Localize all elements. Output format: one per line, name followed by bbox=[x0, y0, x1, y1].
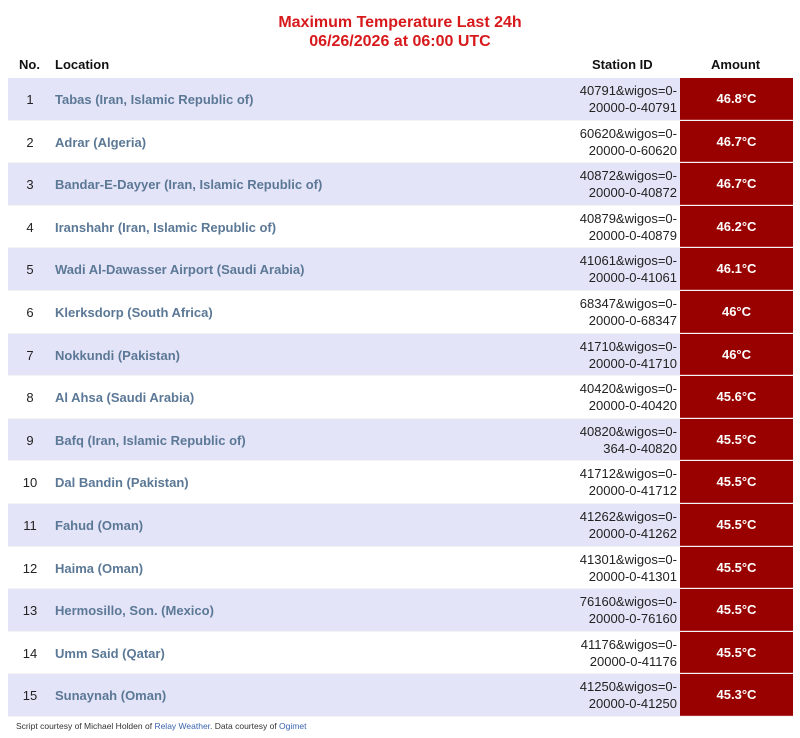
station-id bbox=[564, 551, 677, 585]
amount-cell: 46°C bbox=[680, 334, 793, 376]
amount-cell: 45.5°C bbox=[680, 504, 793, 546]
location-link[interactable]: Iranshahr (Iran, Islamic Republic of) bbox=[55, 219, 277, 235]
table-row bbox=[8, 419, 793, 462]
station-id bbox=[564, 252, 677, 286]
footer-middle: . Data courtesy of bbox=[210, 721, 280, 731]
location-link[interactable]: Klerksdorp (South Africa) bbox=[55, 304, 213, 320]
amount-cell: 46.1°C bbox=[680, 248, 793, 290]
station-id-line-1: 40872&wigos=0- bbox=[579, 168, 677, 184]
table-row bbox=[8, 461, 793, 504]
header-no: No. bbox=[19, 57, 40, 72]
amount-cell: 46.2°C bbox=[680, 206, 793, 248]
station-id bbox=[564, 636, 677, 670]
amount-cell: 46.7°C bbox=[680, 121, 793, 163]
location-link[interactable]: Sunaynah (Oman) bbox=[55, 688, 167, 704]
location-link[interactable]: Umm Said (Qatar) bbox=[55, 645, 165, 661]
station-id-line-1: 76160&wigos=0- bbox=[579, 594, 677, 610]
page-title bbox=[0, 13, 800, 51]
station-id-line-1: 41712&wigos=0- bbox=[579, 466, 677, 482]
amount-cell: 46.8°C bbox=[680, 78, 793, 120]
row-number: 8 bbox=[26, 390, 34, 406]
station-id bbox=[564, 508, 677, 542]
amount-cell: 46.7°C bbox=[680, 163, 793, 205]
footer-credits bbox=[16, 721, 306, 731]
title-line-1: Maximum Temperature Last 24h bbox=[278, 14, 522, 31]
station-id bbox=[564, 82, 677, 116]
table-row bbox=[8, 589, 793, 632]
header-amount: Amount bbox=[711, 57, 761, 72]
header-station-id: Station ID bbox=[592, 57, 653, 72]
station-id-line-2: 20000-0-41710 bbox=[588, 355, 677, 371]
table-row bbox=[8, 632, 793, 675]
table-row bbox=[8, 78, 793, 121]
table-body bbox=[8, 78, 793, 717]
header-location: Location bbox=[55, 57, 110, 72]
station-id-line-1: 41061&wigos=0- bbox=[579, 253, 677, 269]
location-link[interactable]: Nokkundi (Pakistan) bbox=[55, 347, 180, 363]
row-number: 3 bbox=[26, 177, 34, 193]
row-number: 7 bbox=[26, 347, 34, 363]
station-id-line-2: 20000-0-60620 bbox=[588, 142, 677, 158]
row-number: 15 bbox=[22, 688, 38, 704]
table-row bbox=[8, 248, 793, 291]
amount-cell: 45.3°C bbox=[680, 674, 793, 716]
station-id bbox=[564, 210, 677, 244]
station-id-line-1: 41710&wigos=0- bbox=[579, 338, 677, 354]
station-id-line-2: 20000-0-40879 bbox=[588, 227, 677, 243]
station-id-line-1: 41301&wigos=0- bbox=[579, 551, 677, 567]
ogimet-link[interactable]: Ogimet bbox=[279, 721, 307, 731]
station-id-line-2: 20000-0-40791 bbox=[588, 100, 677, 115]
station-id-line-2: 20000-0-41301 bbox=[588, 568, 677, 584]
location-link[interactable]: Tabas (Iran, Islamic Republic of) bbox=[55, 92, 254, 107]
row-number: 6 bbox=[26, 304, 34, 320]
station-id-line-2: 20000-0-41176 bbox=[589, 653, 677, 669]
station-id-line-2: 20000-0-41712 bbox=[588, 483, 677, 499]
location-link[interactable]: Dal Bandin (Pakistan) bbox=[55, 475, 189, 491]
station-id bbox=[564, 295, 677, 329]
station-id-line-1: 41262&wigos=0- bbox=[579, 508, 677, 524]
station-id-line-1: 40420&wigos=0- bbox=[579, 381, 677, 397]
station-id bbox=[564, 465, 677, 499]
amount-cell: 45.5°C bbox=[680, 589, 793, 631]
station-id bbox=[564, 167, 677, 201]
table-row bbox=[8, 547, 793, 590]
station-id-line-2: 20000-0-40872 bbox=[588, 185, 677, 201]
location-link[interactable]: Bandar-E-Dayyer (Iran, Islamic Republic of) bbox=[55, 177, 323, 193]
station-id-line-2: 20000-0-40420 bbox=[588, 398, 677, 414]
station-id-line-2: 20000-0-41061 bbox=[588, 270, 677, 286]
row-number: 1 bbox=[26, 92, 34, 107]
row-number: 10 bbox=[22, 475, 38, 491]
row-number: 2 bbox=[26, 134, 34, 150]
station-id-line-1: 41176&wigos=0- bbox=[580, 636, 677, 652]
location-link[interactable]: Al Ahsa (Saudi Arabia) bbox=[55, 390, 195, 406]
station-id-line-1: 41250&wigos=0- bbox=[579, 679, 677, 695]
table-row bbox=[8, 163, 793, 206]
row-number: 14 bbox=[22, 645, 38, 661]
table-row bbox=[8, 674, 793, 717]
station-id-line-1: 60620&wigos=0- bbox=[579, 125, 677, 141]
location-link[interactable]: Bafq (Iran, Islamic Republic of) bbox=[55, 432, 246, 448]
row-number: 13 bbox=[22, 603, 38, 619]
row-number: 4 bbox=[26, 219, 34, 235]
station-id bbox=[564, 678, 677, 712]
station-id bbox=[564, 380, 677, 414]
location-link[interactable]: Haima (Oman) bbox=[55, 560, 144, 576]
station-id bbox=[564, 593, 677, 627]
table-row bbox=[8, 334, 793, 377]
station-id-line-1: 68347&wigos=0- bbox=[579, 295, 677, 311]
row-number: 11 bbox=[23, 517, 37, 533]
title-line-2: 06/26/2026 at 06:00 UTC bbox=[309, 33, 491, 50]
table-row bbox=[8, 376, 793, 419]
station-id bbox=[564, 338, 677, 372]
row-number: 9 bbox=[26, 432, 34, 448]
row-number: 12 bbox=[22, 560, 38, 576]
location-link[interactable]: Wadi Al-Dawasser Airport (Saudi Arabia) bbox=[55, 262, 305, 278]
station-id-line-1: 40820&wigos=0- bbox=[579, 423, 677, 439]
amount-cell: 45.5°C bbox=[680, 632, 793, 674]
amount-cell: 45.5°C bbox=[680, 547, 793, 589]
station-id-line-2: 20000-0-41250 bbox=[588, 696, 677, 712]
station-id-line-1: 40879&wigos=0- bbox=[579, 210, 677, 226]
amount-cell: 45.6°C bbox=[680, 376, 793, 418]
station-id-line-2: 20000-0-76160 bbox=[588, 611, 677, 627]
amount-cell: 46°C bbox=[680, 291, 793, 333]
table-row bbox=[8, 121, 793, 164]
relay-weather-link[interactable]: Relay Weather bbox=[154, 721, 211, 731]
table-row bbox=[8, 291, 793, 334]
row-number: 5 bbox=[26, 262, 34, 278]
amount-cell: 45.5°C bbox=[680, 461, 793, 503]
table-header bbox=[0, 56, 800, 76]
station-id-line-2: 20000-0-41262 bbox=[588, 525, 677, 541]
footer-prefix: Script courtesy of Michael Holden of bbox=[16, 721, 155, 731]
location-link[interactable]: Fahud (Oman) bbox=[55, 517, 144, 533]
amount-cell: 45.5°C bbox=[680, 419, 793, 461]
station-id-line-2: 20000-0-68347 bbox=[588, 312, 677, 328]
station-id-line-1: 40791&wigos=0- bbox=[579, 83, 677, 98]
location-link[interactable]: Hermosillo, Son. (Mexico) bbox=[55, 603, 214, 619]
station-id bbox=[564, 125, 677, 159]
location-link[interactable]: Adrar (Algeria) bbox=[55, 134, 147, 150]
station-id bbox=[564, 423, 677, 457]
table-row bbox=[8, 504, 793, 547]
station-id-line-2: 364-0-40820 bbox=[603, 440, 677, 456]
table-row bbox=[8, 206, 793, 249]
